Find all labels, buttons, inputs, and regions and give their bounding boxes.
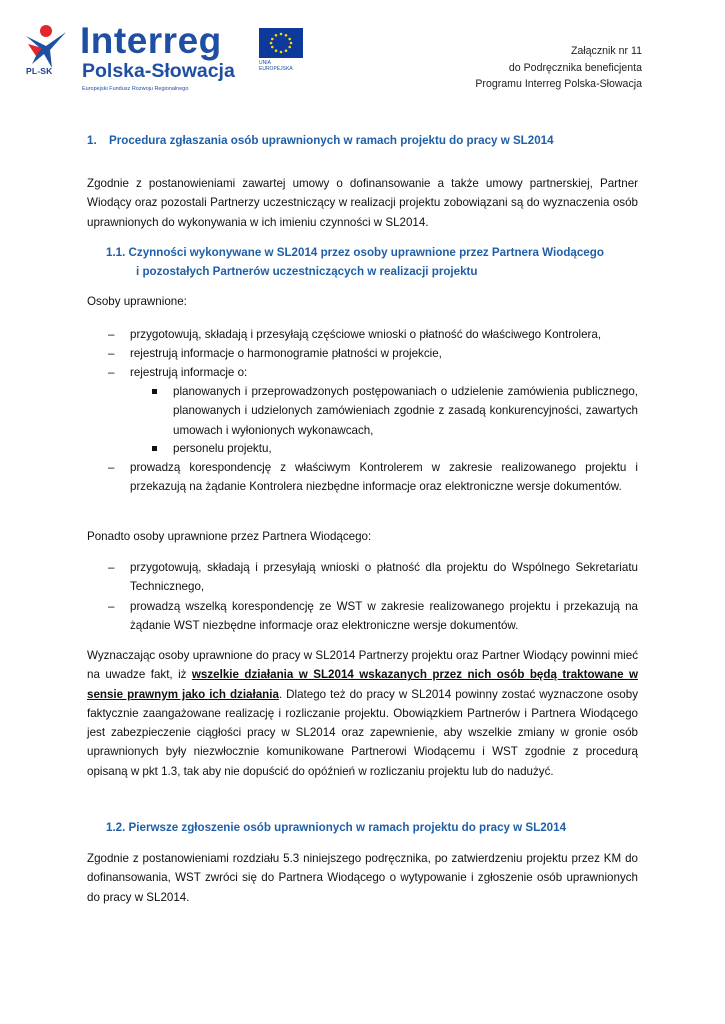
emphasis-legal-note: wszelkie działania w SL2014 wskazanych przez nich osób będą traktowane w sensie prawnym jako ich działania xyxy=(87,668,638,701)
pl-sk-label: PL-SK xyxy=(26,66,53,76)
section-1-2-heading: 1.2. Pierwsze zgłoszenie osób uprawnionych w ramach projektu do pracy w SL2014 xyxy=(106,821,567,834)
sub-list-item: personelu projektu, xyxy=(152,439,638,458)
section-1-1-title-line2: i pozostałych Partnerów uczestniczących w realizacji projektu xyxy=(136,265,478,279)
section-1-intro: Zgodnie z postanowieniami zawartej umowy o dofinansowanie a także umowy partnerskiej, Partner Wiodący oraz pozostali Partnerzy uczestniczący w realizacji projektu zobowiązani są do wyznaczenia osób uprawnionych do wykonywania w ich imieniu czynności w SL2014. xyxy=(87,177,638,229)
section-1-1-closing: Wyznaczając osoby uprawnione do pracy w SL2014 Partnerzy projektu oraz Partner Wiodący powinni mieć na uwadze fakt, iż wszelkie działania w SL2014 wskazanych przez nich osób będą traktowane w sensie prawnym jako ich działania. Dlatego też do pracy w SL2014 powinny zostać wyznaczone osoby faktycznie zaangażowane realizację i rozliczanie projektu. Obowiązkiem Partnerów i Partnera Wiodącego jest zabezpieczenie ciągłości pracy w SL2014 oraz zapewnienie, aby wszelkie zmiany w gronie osób uprawnionych były niezwłocznie komunikowane Partnerowi Wiodącemu i WST zgodnie z procedurą opisaną w pkt 1.3, tak aby nie dopuścić do opóźnień w rozliczaniu projektu lub do nadużyć. xyxy=(87,649,639,778)
dash-bullet: – xyxy=(108,366,115,379)
section-1-1-lead: Osoby uprawnione: xyxy=(87,295,187,308)
section-1-1-lead-2: Ponadto osoby uprawnione przez Partnera Wiodącego: xyxy=(87,530,372,543)
square-bullet-icon xyxy=(152,389,157,394)
list-item: – przygotowują, składają i przesyłają wnioski o płatność dla projektu do Wspólnego Sekretariatu Technicznego, xyxy=(108,558,638,597)
section-1-1-heading xyxy=(106,243,638,282)
programme-region: Polska-Słowacja xyxy=(82,60,235,82)
dash-bullet: – xyxy=(108,347,115,360)
interreg-wordmark: Interreg xyxy=(80,20,222,61)
annex-line-2: do Podręcznika beneficjenta xyxy=(508,61,642,74)
section-1-2-text: Zgodnie z postanowieniami rozdziału 5.3 niniejszego podręcznika, po zatwierdzeniu projektu przez KM do dofinansowania, WST zwróci się do Partnera Wiodącego o wytypowanie i zgłoszenie osób uprawnionych do pracy w SL2014. xyxy=(87,852,638,904)
dash-bullet: – xyxy=(108,461,115,474)
square-bullet-icon xyxy=(152,446,157,451)
section-1-title: Procedura zgłaszania osób uprawnionych w ramach projektu do pracy w SL2014 xyxy=(109,134,554,147)
annex-line-3: Programu Interreg Polska-Słowacja xyxy=(475,78,642,90)
section-1-1-title-line1: 1.1. Czynności wykonywane w SL2014 przez osoby uprawnione przez Partnera Wiodącego xyxy=(106,246,604,259)
interreg-logo xyxy=(22,22,297,100)
dash-bullet: – xyxy=(108,328,115,341)
list-item: – prowadzą wszelką korespondencję ze WST w zakresie realizowanego projektu i przekazują na żądanie WST niezbędne informacje oraz elektroniczne wersje dokumentów. xyxy=(108,597,638,636)
fund-label: Europejski Fundusz Rozwoju Regionalnego xyxy=(82,86,189,92)
list-item: – rejestrują informacje o harmonogramie płatności w projekcie, xyxy=(108,344,638,363)
eu-flag-icon xyxy=(259,28,303,58)
annex-header xyxy=(475,43,642,93)
sub-list-item: planowanych i przeprowadzonych postępowaniach o udzielenie zamówienia publicznego, planowanych i udzielonych zamówieniach zgodnie z zasadą konkurencyjności, zawartych umowach i wyłonionych wykonawcach, xyxy=(152,382,638,440)
dash-bullet: – xyxy=(108,600,115,613)
dash-bullet: – xyxy=(108,561,115,574)
list-item: – przygotowują, składają i przesyłają częściowe wnioski o płatność do właściwego Kontrolera, xyxy=(108,325,638,344)
eu-label: UNIA EUROPEJSKA xyxy=(259,60,293,72)
list-item: – rejestrują informacje o: xyxy=(108,363,638,382)
list-item: – prowadzą korespondencję z właściwym Kontrolerem w zakresie realizowanego projektu i przekazują na żądanie Kontrolera niezbędne informacje oraz elektroniczne wersje dokumentów. xyxy=(108,458,638,497)
section-1-number: 1. xyxy=(87,134,97,147)
pl-sk-figure-icon xyxy=(22,22,70,72)
section-1-heading xyxy=(87,134,647,147)
annex-line-1: Załącznik nr 11 xyxy=(570,45,642,57)
